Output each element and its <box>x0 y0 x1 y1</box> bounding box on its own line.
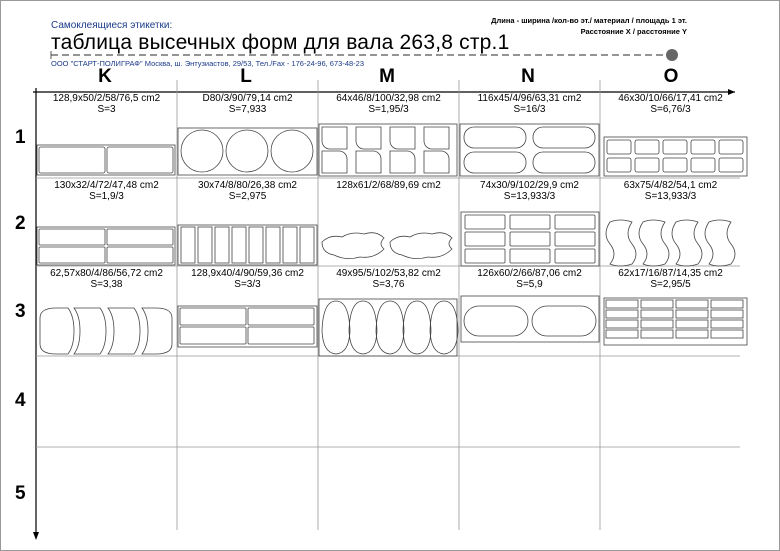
cell-spec: 74x30/9/102/29,9 cm2 <box>480 180 579 191</box>
cell-area: S=7,933 <box>228 104 267 115</box>
column-header-l: L <box>240 66 252 87</box>
cell-area: S=1,9/3 <box>89 191 124 202</box>
cell-o1-label <box>600 93 741 115</box>
cell-area: S=13,933/3 <box>644 191 697 202</box>
cell-area: S=3,38 <box>90 279 123 290</box>
cell-k2-label <box>36 180 177 202</box>
cell-area: S=6,76/3 <box>650 104 691 115</box>
cell-area: S=3/3 <box>234 279 261 290</box>
cell-area: S=1,95/3 <box>368 104 409 115</box>
cell-n2-label <box>459 180 600 202</box>
cell-n3-label <box>459 268 600 290</box>
cell-area: S=3 <box>97 104 116 115</box>
cell-o2-label <box>600 180 741 202</box>
cell-k1-label <box>36 93 177 115</box>
cell-spec: 63x75/4/82/54,1 cm2 <box>623 180 718 191</box>
cell-spec: D80/3/90/79,14 cm2 <box>202 93 293 104</box>
cell-area: S=2,975 <box>228 191 267 202</box>
subtitle: Самоклеящиеся этикетки: <box>51 20 173 31</box>
cell-l3-label <box>177 268 318 290</box>
column-header-k: K <box>98 66 112 87</box>
column-header-m: M <box>379 66 395 87</box>
cell-o3-label <box>600 268 741 290</box>
row-header-5: 5 <box>15 483 26 504</box>
cell-m3-label <box>318 268 459 290</box>
company-name: ООО "СТАРТ-ПОЛИГРАФ" <box>51 59 143 68</box>
cell-m1-label <box>318 93 459 115</box>
cell-spec: 62,57x80/4/86/56,72 cm2 <box>50 268 163 279</box>
cell-spec: 46x30/10/66/17,41 cm2 <box>618 93 723 104</box>
cell-area: S=2,95/5 <box>650 279 691 290</box>
row-header-2: 2 <box>15 213 26 234</box>
column-header-n: N <box>521 66 535 87</box>
cell-spec: 126x60/2/66/87,06 cm2 <box>477 268 582 279</box>
company-address: Москва, ш. Энтузиастов, 29/53, Тел./Fax - 176-24-96, 673-48-23 <box>144 59 364 68</box>
cell-spec: 128x61/2/68/89,69 cm2 <box>336 180 441 191</box>
cell-spec: 49x95/5/102/53,82 cm2 <box>336 268 441 279</box>
cell-m2-label <box>318 180 459 191</box>
cell-spec: 128,9x40/4/90/59,36 cm2 <box>191 268 304 279</box>
row-header-1: 1 <box>15 127 26 148</box>
cell-area: S=16/3 <box>513 104 546 115</box>
cell-spec: 130x32/4/72/47,48 cm2 <box>54 180 159 191</box>
cell-k3-label <box>36 268 177 290</box>
row-header-3: 3 <box>15 301 26 322</box>
column-header-o: O <box>663 66 679 87</box>
cell-l2-label <box>177 180 318 202</box>
cell-spec: 30x74/8/80/26,38 cm2 <box>198 180 297 191</box>
cell-spec: 116x45/4/96/63,31 cm2 <box>477 93 582 104</box>
cell-spec: 64x46/8/100/32,98 cm2 <box>336 93 441 104</box>
legend-line-2: Расстояние X / расстояние Y <box>580 27 687 36</box>
cell-area: S=5,9 <box>516 279 543 290</box>
legend-line-1: Длина - ширина /кол-во эт./ материал / площадь 1 эт. <box>491 16 687 25</box>
cell-area: S=13,933/3 <box>503 191 556 202</box>
page-title: таблица высечных форм для вала 263,8 стр.1 <box>51 31 510 54</box>
cell-area: S=3,76 <box>372 279 405 290</box>
cell-spec: 62x17/16/87/14,35 cm2 <box>618 268 723 279</box>
row-header-4: 4 <box>15 390 26 411</box>
cell-spec: 128,9x50/2/58/76,5 cm2 <box>52 93 161 104</box>
cell-l1-label <box>177 93 318 115</box>
cell-n1-label <box>459 93 600 115</box>
